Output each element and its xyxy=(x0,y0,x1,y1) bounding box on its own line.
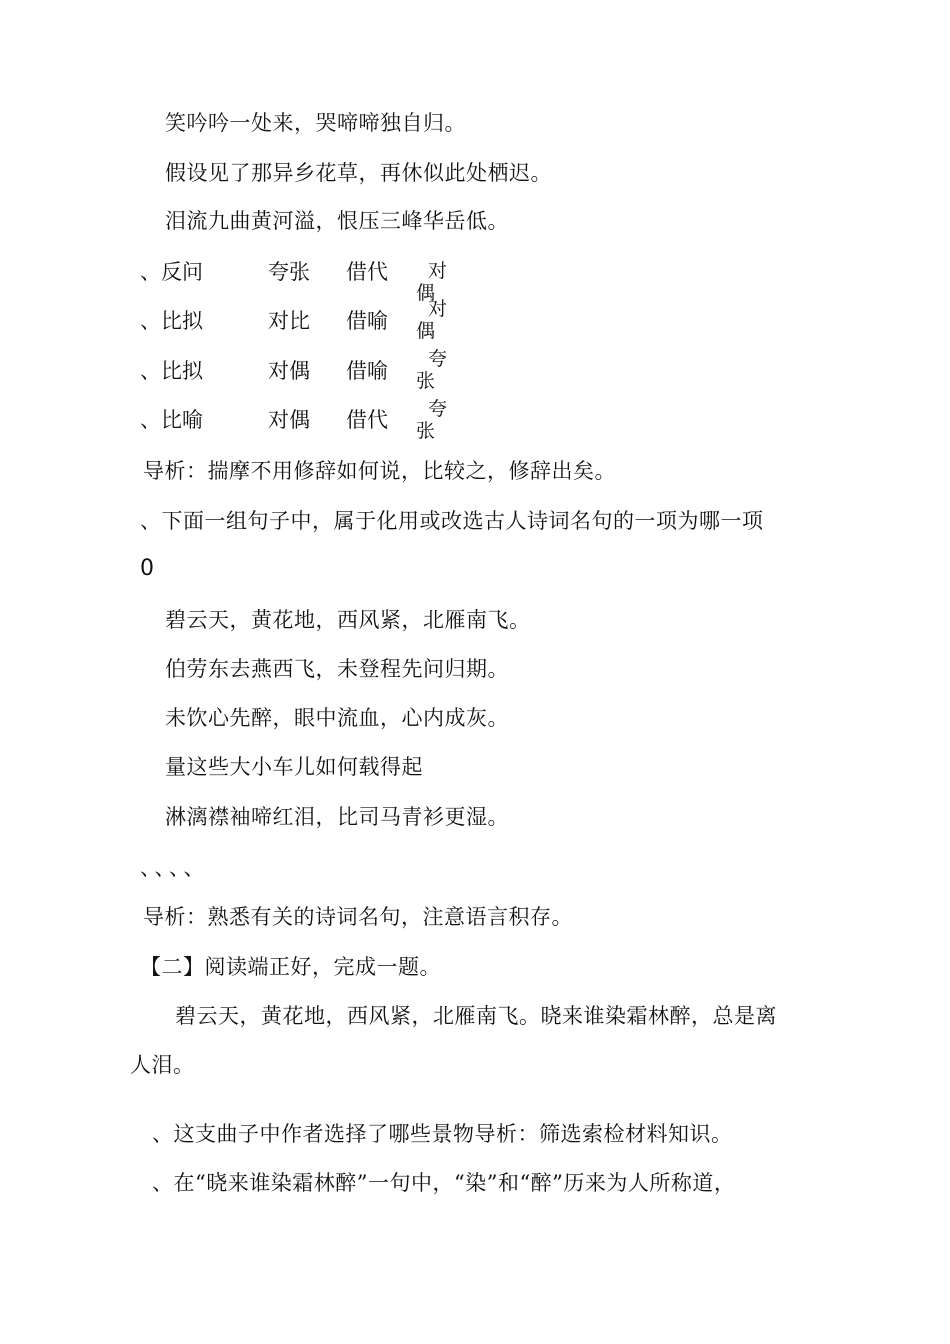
sentence-2: 伯劳东去燕西飞，未登程先问归期。 xyxy=(165,657,509,681)
option-a-third: 借代 xyxy=(346,260,388,284)
option-c-third: 借喻 xyxy=(346,359,388,383)
sentence-1: 碧云天，黄花地，西风紧，北雁南飞。 xyxy=(165,608,531,632)
sub-question-2: 、在“晓来谁染霜林醉”一句中，“染”和“醉”历来为人所称道， xyxy=(152,1171,736,1195)
option-d-fourth xyxy=(416,398,456,442)
option-b-second: 对比 xyxy=(268,309,310,333)
option-c-fourth-char1: 夸 xyxy=(428,348,448,370)
option-b-fourth-char1: 对 xyxy=(428,298,448,320)
option-a-fourth xyxy=(416,260,456,304)
option-c-fourth-char2: 张 xyxy=(416,370,436,392)
section-heading: 【二】阅读端正好，完成一题。 xyxy=(140,955,441,979)
option-c-second: 对偶 xyxy=(268,359,310,383)
option-d-first: 、比喻 xyxy=(140,408,203,432)
option-a-first: 、反问 xyxy=(140,260,203,284)
poem-line-3: 泪流九曲黄河溢，恨压三峰华岳低。 xyxy=(165,209,509,233)
sentence-5: 淋漓襟袖啼红泪，比司马青衫更湿。 xyxy=(165,805,509,829)
passage-line-2: 人泪。 xyxy=(130,1053,195,1077)
option-d-fourth-char1: 夸 xyxy=(428,398,448,420)
question-stem: 、下面一组句子中，属于化用或改选古人诗词名句的一项为哪一项 xyxy=(140,509,764,533)
option-b-fourth-char2: 偶 xyxy=(416,320,436,342)
sub-question-1: 、这支曲子中作者选择了哪些景物导析：筛选索检材料知识。 xyxy=(152,1122,733,1146)
option-d-fourth-char2: 张 xyxy=(416,420,436,442)
option-a-fourth-char2: 偶 xyxy=(416,282,436,304)
option-c-first: 、比拟 xyxy=(140,359,203,383)
poem-line-1: 笑吟吟一处来，哭啼啼独自归。 xyxy=(165,111,466,135)
analysis-1: 导析：揣摩不用修辞如何说，比较之，修辞出矣。 xyxy=(143,459,616,483)
sentence-3: 未饮心先醉，眼中流血，心内成灰。 xyxy=(165,706,509,730)
option-c-fourth xyxy=(416,348,456,396)
analysis-2: 导析：熟悉有关的诗词名句，注意语言积存。 xyxy=(143,905,573,929)
option-b-fourth xyxy=(416,298,456,346)
poem-line-2: 假设见了那异乡花草，再休似此处栖迟。 xyxy=(165,161,552,185)
option-d-second: 对偶 xyxy=(268,408,310,432)
option-b-third: 借喻 xyxy=(346,309,388,333)
option-a-fourth-char1: 对 xyxy=(428,260,448,282)
option-d-third: 借代 xyxy=(346,408,388,432)
passage-line-1: 碧云天，黄花地，西风紧，北雁南飞。晓来谁染霜林醉，总是离 xyxy=(175,1004,777,1028)
option-a-second: 夸张 xyxy=(268,260,310,284)
option-b-first: 、比拟 xyxy=(140,309,203,333)
sentence-4: 量这些大小车儿如何载得起 xyxy=(165,755,423,779)
choices-row: 、、、、 xyxy=(140,856,209,880)
answer-paren: 0 xyxy=(140,556,155,581)
